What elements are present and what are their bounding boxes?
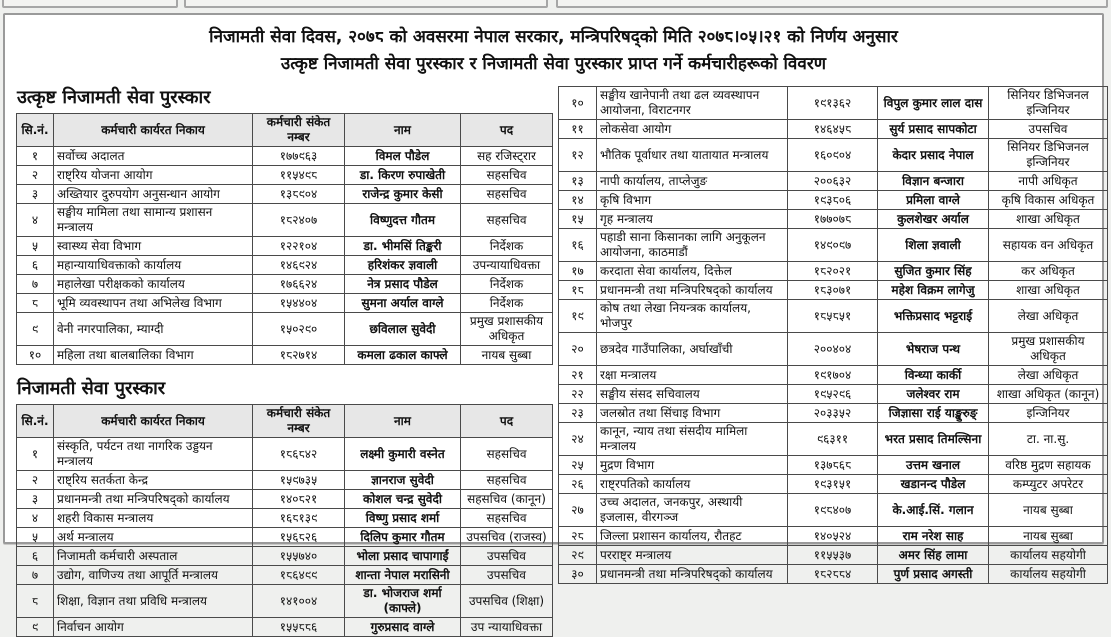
cell: २२ xyxy=(559,385,597,404)
cell: २३ xyxy=(559,404,597,423)
cell: इन्जिनियर xyxy=(989,404,1108,423)
cell: ज्ञानराज सुवेदी xyxy=(345,471,461,490)
cell: शहरी विकास मन्त्रालय xyxy=(54,509,253,528)
cell: ६ xyxy=(17,256,54,275)
cell: राष्ट्रिय योजना आयोग xyxy=(54,166,253,185)
cell: अमर सिंह लामा xyxy=(878,546,989,565)
table-row xyxy=(559,527,1108,546)
table-row xyxy=(559,139,1108,172)
cell: उपसचिव (राजस्व) xyxy=(461,528,553,547)
table-row xyxy=(17,490,553,509)
cell: राष्ट्रिय सतर्कता केन्द्र xyxy=(54,471,253,490)
cell: भोला प्रसाद चापागाईं xyxy=(345,547,461,566)
cell: गृह मन्त्रालय xyxy=(597,210,788,229)
cell: १९८४०७ xyxy=(788,494,878,527)
cell: अर्थ मन्त्रालय xyxy=(54,528,253,547)
table-service-award-10-30 xyxy=(558,86,1108,584)
cell: १५६८२६ xyxy=(253,528,345,547)
cell: १७ xyxy=(559,262,597,281)
cell: सह रजिस्ट्रार xyxy=(461,147,553,166)
table-row xyxy=(559,456,1108,475)
table-row xyxy=(559,120,1108,139)
cell: १८२७१४ xyxy=(253,346,345,365)
cell: रक्षा मन्त्रालय xyxy=(597,366,788,385)
cell: करदाता सेवा कार्यालय, दिक्तेल xyxy=(597,262,788,281)
table-header xyxy=(17,114,553,147)
cell: भक्तिप्रसाद भट्टराई xyxy=(878,300,989,333)
cell: टा. ना.सु. xyxy=(989,423,1108,456)
cell: १० xyxy=(559,87,597,120)
cell: हरिशंकर ज्ञवाली xyxy=(345,256,461,275)
cell: १८३०७१ xyxy=(788,281,878,300)
cell: सहसचिव xyxy=(461,166,553,185)
cell: २६ xyxy=(559,475,597,494)
cell: महालेखा परीक्षकको कार्यालय xyxy=(54,275,253,294)
table-row xyxy=(17,346,553,365)
cell: १६८१३९ xyxy=(253,509,345,528)
cell: सङ्घीय खानेपानी तथा ढल व्यवस्थापन आयोजना, विराटनगर xyxy=(597,87,788,120)
cell: महेश विक्रम लागेजु xyxy=(878,281,989,300)
cell: नापी अधिकृत xyxy=(989,172,1108,191)
cell: सहसचिव (कानून) xyxy=(461,490,553,509)
cell: निर्देशक xyxy=(461,275,553,294)
cell: ४ xyxy=(17,204,54,237)
cell: डा. भोजराज शर्मा (काफ्ले) xyxy=(345,585,461,618)
table-body xyxy=(17,147,553,365)
cell: नायब सुब्बा xyxy=(461,346,553,365)
cell: १९३८०६ xyxy=(788,191,878,210)
table-row xyxy=(17,471,553,490)
cell: प्रमिला वाग्ले xyxy=(878,191,989,210)
cell: १८२०२१ xyxy=(788,262,878,281)
cell: २४ xyxy=(559,423,597,456)
cell: १८ xyxy=(559,281,597,300)
cell: १४६९२४ xyxy=(253,256,345,275)
cell: २७ xyxy=(559,494,597,527)
right-column xyxy=(558,86,1107,584)
table-row xyxy=(559,366,1108,385)
cell: १४६४५८ xyxy=(788,120,878,139)
table-row xyxy=(17,585,553,618)
cell: १५९७३५ xyxy=(253,471,345,490)
cell: उत्तम खनाल xyxy=(878,456,989,475)
cell: १९३१५१ xyxy=(788,475,878,494)
table-row xyxy=(559,229,1108,262)
cell: लक्ष्मी कुमारी वस्नेत xyxy=(345,438,461,471)
table-row xyxy=(559,423,1108,456)
column-header: कर्मचारी संकेत नम्बर xyxy=(253,405,345,438)
cell: १६ xyxy=(559,229,597,262)
cell: शिला ज्ञवाली xyxy=(878,229,989,262)
table-body xyxy=(17,438,553,637)
table-row xyxy=(559,210,1108,229)
cell: १३७८६८ xyxy=(788,456,878,475)
cell: सुजित कुमार सिंह xyxy=(878,262,989,281)
cell: १८२८८४ xyxy=(788,565,878,584)
cell: प्रधानमन्त्री तथा मन्त्रिपरिषद्को कार्यालय xyxy=(54,490,253,509)
cell: १४०८२१ xyxy=(253,490,345,509)
cell: १७६६२४ xyxy=(253,275,345,294)
cell: २१ xyxy=(559,366,597,385)
cell: कुलशेखर अर्याल xyxy=(878,210,989,229)
cell: १५ xyxy=(559,210,597,229)
cell: सहसचिव xyxy=(461,204,553,237)
cell: उद्योग, वाणिज्य तथा आपूर्ति मन्त्रालय xyxy=(54,566,253,585)
cell: निर्देशक xyxy=(461,294,553,313)
cell: निर्देशक xyxy=(461,237,553,256)
cell: कृषि विभाग xyxy=(597,191,788,210)
table-row xyxy=(559,333,1108,366)
cell: ७ xyxy=(17,275,54,294)
cell: ५ xyxy=(17,237,54,256)
header-row xyxy=(17,405,553,438)
cell: राष्ट्रपतिको कार्यालय xyxy=(597,475,788,494)
table-row xyxy=(559,300,1108,333)
cell: विपुल कुमार लाल दास xyxy=(878,87,989,120)
cell: सुर्य प्रसाद सापकोटा xyxy=(878,120,989,139)
header-row xyxy=(17,114,553,147)
table-row xyxy=(559,385,1108,404)
cell: शाखा अधिकृत xyxy=(989,281,1108,300)
column-header: सि.नं. xyxy=(17,114,54,147)
table-row xyxy=(17,166,553,185)
cell: जिज्ञासा राई याङ्खुरुङ् xyxy=(878,404,989,423)
column-header: नाम xyxy=(345,405,461,438)
table-header xyxy=(17,405,553,438)
cell: शिक्षा, विज्ञान तथा प्रविधि मन्त्रालय xyxy=(54,585,253,618)
section-heading-service-award: निजामती सेवा पुरस्कार xyxy=(17,378,166,399)
cell: जलेश्वर राम xyxy=(878,385,989,404)
cell: कार्यालय सहयोगी xyxy=(989,565,1108,584)
cell: सङ्घीय संसद सचिवालय xyxy=(597,385,788,404)
table-row xyxy=(559,475,1108,494)
cell: १९१७०४ xyxy=(788,366,878,385)
cell: ८ xyxy=(17,585,54,618)
cell: २००६३२ xyxy=(788,172,878,191)
cell: सहसचिव xyxy=(461,471,553,490)
cell: संस्कृति, पर्यटन तथा नागरिक उड्डयन मन्त्रालय xyxy=(54,438,253,471)
cell: लेखा अधिकृत xyxy=(989,300,1108,333)
left-column xyxy=(16,87,552,637)
cell: ११५५३७ xyxy=(788,546,878,565)
cell: ९६३११ xyxy=(788,423,878,456)
cell: सिनियर डिभिजनल इन्जिनियर xyxy=(989,87,1108,120)
cell: स्वास्थ्य सेवा विभाग xyxy=(54,237,253,256)
cell: पुर्ण प्रसाद अगस्ती xyxy=(878,565,989,584)
table-row xyxy=(17,313,553,346)
cell: ८ xyxy=(17,294,54,313)
cell: भौतिक पूर्वाधार तथा यातायात मन्त्रालय xyxy=(597,139,788,172)
cell: प्रमुख प्रशासकीय अधिकृत xyxy=(461,313,553,346)
cell: सर्वोच्च अदालत xyxy=(54,147,253,166)
table-row xyxy=(17,528,553,547)
table-service-award-1-9 xyxy=(16,404,553,637)
cell: वरिष्ठ मुद्रण सहायक xyxy=(989,456,1108,475)
column-header: कर्मचारी कार्यरत निकाय xyxy=(54,405,253,438)
cell: २ xyxy=(17,166,54,185)
cell: केदार प्रसाद नेपाल xyxy=(878,139,989,172)
cell: १९५२९६ xyxy=(788,385,878,404)
cell: राम नरेश साह xyxy=(878,527,989,546)
table-row xyxy=(17,147,553,166)
cell: ६ xyxy=(17,547,54,566)
cell: ७ xyxy=(17,566,54,585)
document-panel xyxy=(3,13,1104,634)
cell: १३ xyxy=(559,172,597,191)
table-row xyxy=(17,618,553,637)
cell: कमला ढकाल काफ्ले xyxy=(345,346,461,365)
cell: भरत प्रसाद तिमल्सिना xyxy=(878,423,989,456)
table-row xyxy=(17,566,553,585)
cell: २५ xyxy=(559,456,597,475)
table-row xyxy=(559,172,1108,191)
cell: कर अधिकृत xyxy=(989,262,1108,281)
cell: नायब सुब्बा xyxy=(989,494,1108,527)
cutoff-box-left xyxy=(2,0,178,8)
cell: नेत्र प्रसाद पौडेल xyxy=(345,275,461,294)
cell: २८ xyxy=(559,527,597,546)
cell: नापी कार्यालय, ताप्लेजुङ xyxy=(597,172,788,191)
cell: छत्रदेव गाउँपालिका, अर्घाखाँची xyxy=(597,333,788,366)
cell: शाखा अधिकृत xyxy=(989,210,1108,229)
cell: १५५८८६ xyxy=(253,618,345,637)
cell: २००४०४ xyxy=(788,333,878,366)
table-row xyxy=(17,237,553,256)
cell: ४ xyxy=(17,509,54,528)
table-row xyxy=(17,509,553,528)
cell: भेषराज पन्थ xyxy=(878,333,989,366)
cell: ३० xyxy=(559,565,597,584)
cell: १३८९०४ xyxy=(253,185,345,204)
column-header: सि.नं. xyxy=(17,405,54,438)
cell: ९ xyxy=(17,618,54,637)
cutoff-box-middle xyxy=(184,0,548,8)
table-row xyxy=(559,404,1108,423)
cell: विमल पौडेल xyxy=(345,147,461,166)
cell: १४ xyxy=(559,191,597,210)
cell: २ xyxy=(17,471,54,490)
cell: सहसचिव xyxy=(461,509,553,528)
cell: छविलाल सुवेदी xyxy=(345,313,461,346)
table-excellent-award xyxy=(16,113,553,365)
cell: १४१००४ xyxy=(253,585,345,618)
cell: सहसचिव xyxy=(461,185,553,204)
table-body xyxy=(559,87,1108,584)
cell: ३ xyxy=(17,490,54,509)
cell: प्रधानमन्त्री तथा मन्त्रिपरिषद्को कार्यालय xyxy=(597,281,788,300)
table-row xyxy=(559,87,1108,120)
cell: १८२४०७ xyxy=(253,204,345,237)
cell: उपन्यायाधिवक्ता xyxy=(461,256,553,275)
cell: ५ xyxy=(17,528,54,547)
cell: खडानन्द पौडेल xyxy=(878,475,989,494)
column-header: कर्मचारी कार्यरत निकाय xyxy=(54,114,253,147)
cell: राजेन्द्र कुमार केसी xyxy=(345,185,461,204)
cell: कोष तथा लेखा नियन्त्रक कार्यालय, भोजपुर xyxy=(597,300,788,333)
cell: निजामती कर्मचारी अस्पताल xyxy=(54,547,253,566)
cell: प्रधानमन्त्री तथा मन्त्रिपरिषद्को कार्यालय xyxy=(597,565,788,584)
cell: उपसचिव xyxy=(989,120,1108,139)
table-row xyxy=(559,191,1108,210)
cell: उपसचिव (शिक्षा) xyxy=(461,585,553,618)
table-row xyxy=(17,185,553,204)
table-row xyxy=(17,438,553,471)
cell: १४९०९७ xyxy=(788,229,878,262)
cell: १ xyxy=(17,147,54,166)
cell: ११५४९८ xyxy=(253,166,345,185)
cell: सहायक वन अधिकृत xyxy=(989,229,1108,262)
cell: १२ xyxy=(559,139,597,172)
cell: मुद्रण विभाग xyxy=(597,456,788,475)
cell: १८६४९९ xyxy=(253,566,345,585)
cell: अख्तियार दुरुपयोग अनुसन्धान आयोग xyxy=(54,185,253,204)
cell: लेखा अधिकृत xyxy=(989,366,1108,385)
document-title xyxy=(5,24,1102,78)
table-row xyxy=(17,256,553,275)
cell: उच्च अदालत, जनकपुर, अस्थायी इजलास, वीरगञ्ज xyxy=(597,494,788,527)
table-row xyxy=(559,565,1108,584)
cell: १७७०७८ xyxy=(788,210,878,229)
table-row xyxy=(559,281,1108,300)
cell: कम्प्युटर अपरेटर xyxy=(989,475,1108,494)
cell: शान्ता नेपाल मरासिनी xyxy=(345,566,461,585)
cell: १ xyxy=(17,438,54,471)
cell: पहाडी साना किसानका लागि अनुकूलन आयोजना, काठमाडौं xyxy=(597,229,788,262)
table-row xyxy=(559,546,1108,565)
cell: सहसचिव xyxy=(461,438,553,471)
cell: परराष्ट्र मन्त्रालय xyxy=(597,546,788,565)
cell: प्रमुख प्रशासकीय अधिकृत xyxy=(989,333,1108,366)
cell: १२२१०४ xyxy=(253,237,345,256)
cell: महान्यायाधिवक्ताको कार्यालय xyxy=(54,256,253,275)
cell: विष्णु प्रसाद शर्मा xyxy=(345,509,461,528)
cell: ३ xyxy=(17,185,54,204)
cell: १८५८५१ xyxy=(788,300,878,333)
cell: भूमि व्यवस्थापन तथा अभिलेख विभाग xyxy=(54,294,253,313)
table-row xyxy=(17,204,553,237)
cell: डा. किरण रुपाखेती xyxy=(345,166,461,185)
cell: ९ xyxy=(17,313,54,346)
cell: कानून, न्याय तथा संसदीय मामिला मन्त्रालय xyxy=(597,423,788,456)
cell: उपसचिव xyxy=(461,566,553,585)
cell: विष्णुदत्त गौतम xyxy=(345,204,461,237)
table-row xyxy=(559,262,1108,281)
title-line-1: निजामती सेवा दिवस, २०७८ को अवसरमा नेपाल सरकार, मन्त्रिपरिषद्को मिति २०७८।०५।२१ को निर्णय अनुसार xyxy=(209,27,898,47)
cell: १६०९०४ xyxy=(788,139,878,172)
cell: विज्ञान बन्जारा xyxy=(878,172,989,191)
cell: लोकसेवा आयोग xyxy=(597,120,788,139)
cell: महिला तथा बालबालिका विभाग xyxy=(54,346,253,365)
cell: विन्ध्या कार्की xyxy=(878,366,989,385)
cell: १५०२९० xyxy=(253,313,345,346)
cell: डा. भीमसिं तिङ्करी xyxy=(345,237,461,256)
cell: कोशल चन्द्र सुवेदी xyxy=(345,490,461,509)
cell: उप न्यायाधिवक्ता xyxy=(461,618,553,637)
cell: १९१३६२ xyxy=(788,87,878,120)
cell: उपसचिव xyxy=(461,547,553,566)
cell: जलस्रोत तथा सिंचाइ विभाग xyxy=(597,404,788,423)
cell: २०३३५२ xyxy=(788,404,878,423)
cell: वेनी नगरपालिका, म्याग्दी xyxy=(54,313,253,346)
cell: ११ xyxy=(559,120,597,139)
cell: सिनियर डिभिजनल इन्जिनियर xyxy=(989,139,1108,172)
section-heading-excellent-award: उत्कृष्ट निजामती सेवा पुरस्कार xyxy=(17,87,211,108)
cell: १७७९६३ xyxy=(253,147,345,166)
cell: सुमना अर्याल वाग्ले xyxy=(345,294,461,313)
cell: १५४४०४ xyxy=(253,294,345,313)
cell: २९ xyxy=(559,546,597,565)
cell: गुरुप्रसाद वाग्ले xyxy=(345,618,461,637)
title-line-2: उत्कृष्ट निजामती सेवा पुरस्कार र निजामती सेवा पुरस्कार प्राप्त गर्ने कर्मचारीहरूको विवरण xyxy=(280,54,827,74)
cell: १९ xyxy=(559,300,597,333)
cell: शाखा अधिकृत (कानून) xyxy=(989,385,1108,404)
cell: १८६८४२ xyxy=(253,438,345,471)
table-row xyxy=(17,275,553,294)
cell: १० xyxy=(17,346,54,365)
cell: कृषि विकास अधिकृत xyxy=(989,191,1108,210)
table-row xyxy=(17,547,553,566)
cell: सङ्घीय मामिला तथा सामान्य प्रशासन मन्त्रालय xyxy=(54,204,253,237)
cutoff-box-right xyxy=(556,0,1108,8)
column-header: पद xyxy=(461,114,553,147)
cell: निर्वाचन आयोग xyxy=(54,618,253,637)
column-header: नाम xyxy=(345,114,461,147)
column-header: पद xyxy=(461,405,553,438)
cell: कार्यालय सहयोगी xyxy=(989,546,1108,565)
cell: २० xyxy=(559,333,597,366)
table-row xyxy=(559,494,1108,527)
cell: नायब सुब्बा xyxy=(989,527,1108,546)
cell: १५५७४० xyxy=(253,547,345,566)
cell: जिल्ला प्रशासन कार्यालय, रौतहट xyxy=(597,527,788,546)
cell: दिलिप कुमार गौतम xyxy=(345,528,461,547)
column-header: कर्मचारी संकेत नम्बर xyxy=(253,114,345,147)
table-row xyxy=(17,294,553,313)
cell: १४०५२४ xyxy=(788,527,878,546)
cell: के.आई.सिं. गलान xyxy=(878,494,989,527)
